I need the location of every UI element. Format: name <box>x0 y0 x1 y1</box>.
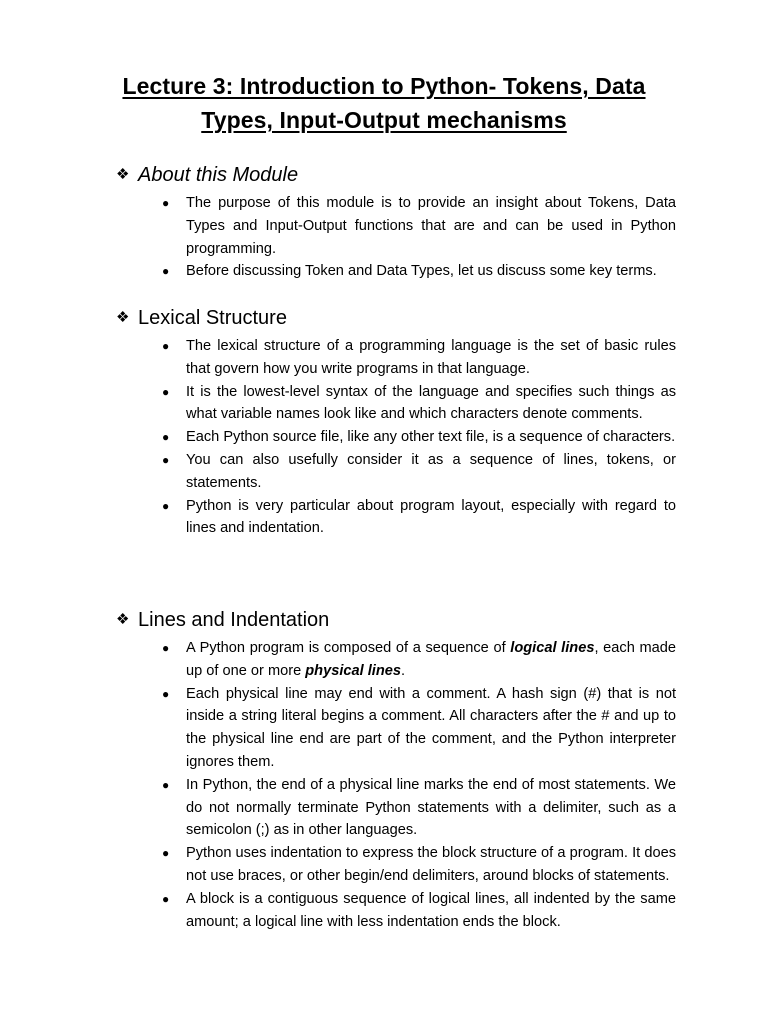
list-item-text: Each physical line may end with a comment. A hash sign (#) that is not inside a string literal begins a comment. All characters after the # and up to the physical line end are part of the comment, and the Python interpreter ignores them. <box>186 685 676 770</box>
filled-circle-bullet-icon: ● <box>162 891 170 906</box>
list-item-text: Python uses indentation to express the block structure of a program. It does not use braces, or other begin/end delimiters, around blocks of statements. <box>186 845 676 884</box>
filled-circle-bullet-icon: ● <box>162 777 170 792</box>
section-heading <box>116 162 676 188</box>
filled-circle-bullet-icon: ● <box>162 686 170 701</box>
list-item-text: The purpose of this module is to provide an insight about Tokens, Data Types and Input-Output functions that are and can be used in Python programming. <box>186 195 676 257</box>
emphasis-logical-lines: logical lines <box>510 640 595 656</box>
list-item-text-part: . <box>400 662 406 679</box>
list-item <box>116 774 676 842</box>
diamond-four-point-icon: ❖ <box>116 166 130 183</box>
section-lexical-structure <box>116 305 676 540</box>
filled-circle-bullet-icon: ● <box>162 641 170 655</box>
section-heading <box>116 305 676 331</box>
list-item-text: Each Python source file, like any other text file, is a sequence of characters. <box>186 429 676 446</box>
list-item <box>116 335 676 381</box>
diamond-four-point-icon: ❖ <box>116 611 130 628</box>
filled-circle-bullet-icon: ● <box>162 339 170 353</box>
section-heading-text: About this Module <box>138 164 299 186</box>
list-item-text: A block is a contiguous sequence of logical lines, all indented by the same amount; a logical line with less indentation ends the block. <box>186 890 676 930</box>
section-about-module <box>116 162 676 283</box>
filled-circle-bullet-icon: ● <box>162 452 170 467</box>
section-lines-indentation <box>116 607 676 933</box>
filled-circle-bullet-icon: ● <box>162 498 170 513</box>
filled-circle-bullet-icon: ● <box>162 384 170 399</box>
list-item <box>116 192 676 260</box>
list-item-text: In Python, the end of a physical line marks the end of most statements. We do not normally terminate Python statements with a delimiter, such as a semicolon (;) as in other languages. <box>186 776 676 839</box>
list-item <box>116 683 676 774</box>
list-item <box>116 842 676 888</box>
list-item <box>116 495 676 541</box>
list-item <box>116 426 676 449</box>
diamond-four-point-icon: ❖ <box>116 309 130 326</box>
list-item <box>116 260 676 283</box>
list-item <box>116 449 676 495</box>
list-item <box>116 381 676 427</box>
title-line-1: Lecture 3: Introduction to Python- Tokens, Data <box>122 73 646 99</box>
filled-circle-bullet-icon: ● <box>162 264 170 279</box>
list-item-text: Python is very particular about program layout, especially with regard to lines and indentation. <box>186 497 676 537</box>
list-item-text-part: , each made up of one or more <box>186 640 676 679</box>
section-heading-text: Lines and Indentation <box>138 609 330 631</box>
list-item <box>116 637 676 683</box>
section-heading-text: Lexical Structure <box>138 307 287 329</box>
list-item <box>116 888 676 934</box>
bullet-list <box>116 192 676 283</box>
page-title <box>60 69 708 137</box>
bullet-list <box>116 637 676 933</box>
list-item-text: It is the lowest-level syntax of the language and specifies such things as what variable names look like and which characters denote comments. <box>186 383 676 423</box>
filled-circle-bullet-icon: ● <box>162 846 170 861</box>
list-item-text-part: A Python program is composed of a sequence of <box>186 640 511 656</box>
section-heading <box>116 607 676 633</box>
filled-circle-bullet-icon: ● <box>162 196 170 210</box>
filled-circle-bullet-icon: ● <box>162 430 170 445</box>
bullet-list <box>116 335 676 540</box>
emphasis-physical-lines: physical lines <box>305 662 401 679</box>
list-item-text: Before discussing Token and Data Types, let us discuss some key terms. <box>186 263 657 280</box>
title-line-2: Types, Input-Output mechanisms <box>201 107 567 133</box>
list-item-text: The lexical structure of a programming language is the set of basic rules that govern how you write programs in that language. <box>186 338 676 377</box>
list-item-text: You can also usefully consider it as a sequence of lines, tokens, or statements. <box>186 451 676 491</box>
